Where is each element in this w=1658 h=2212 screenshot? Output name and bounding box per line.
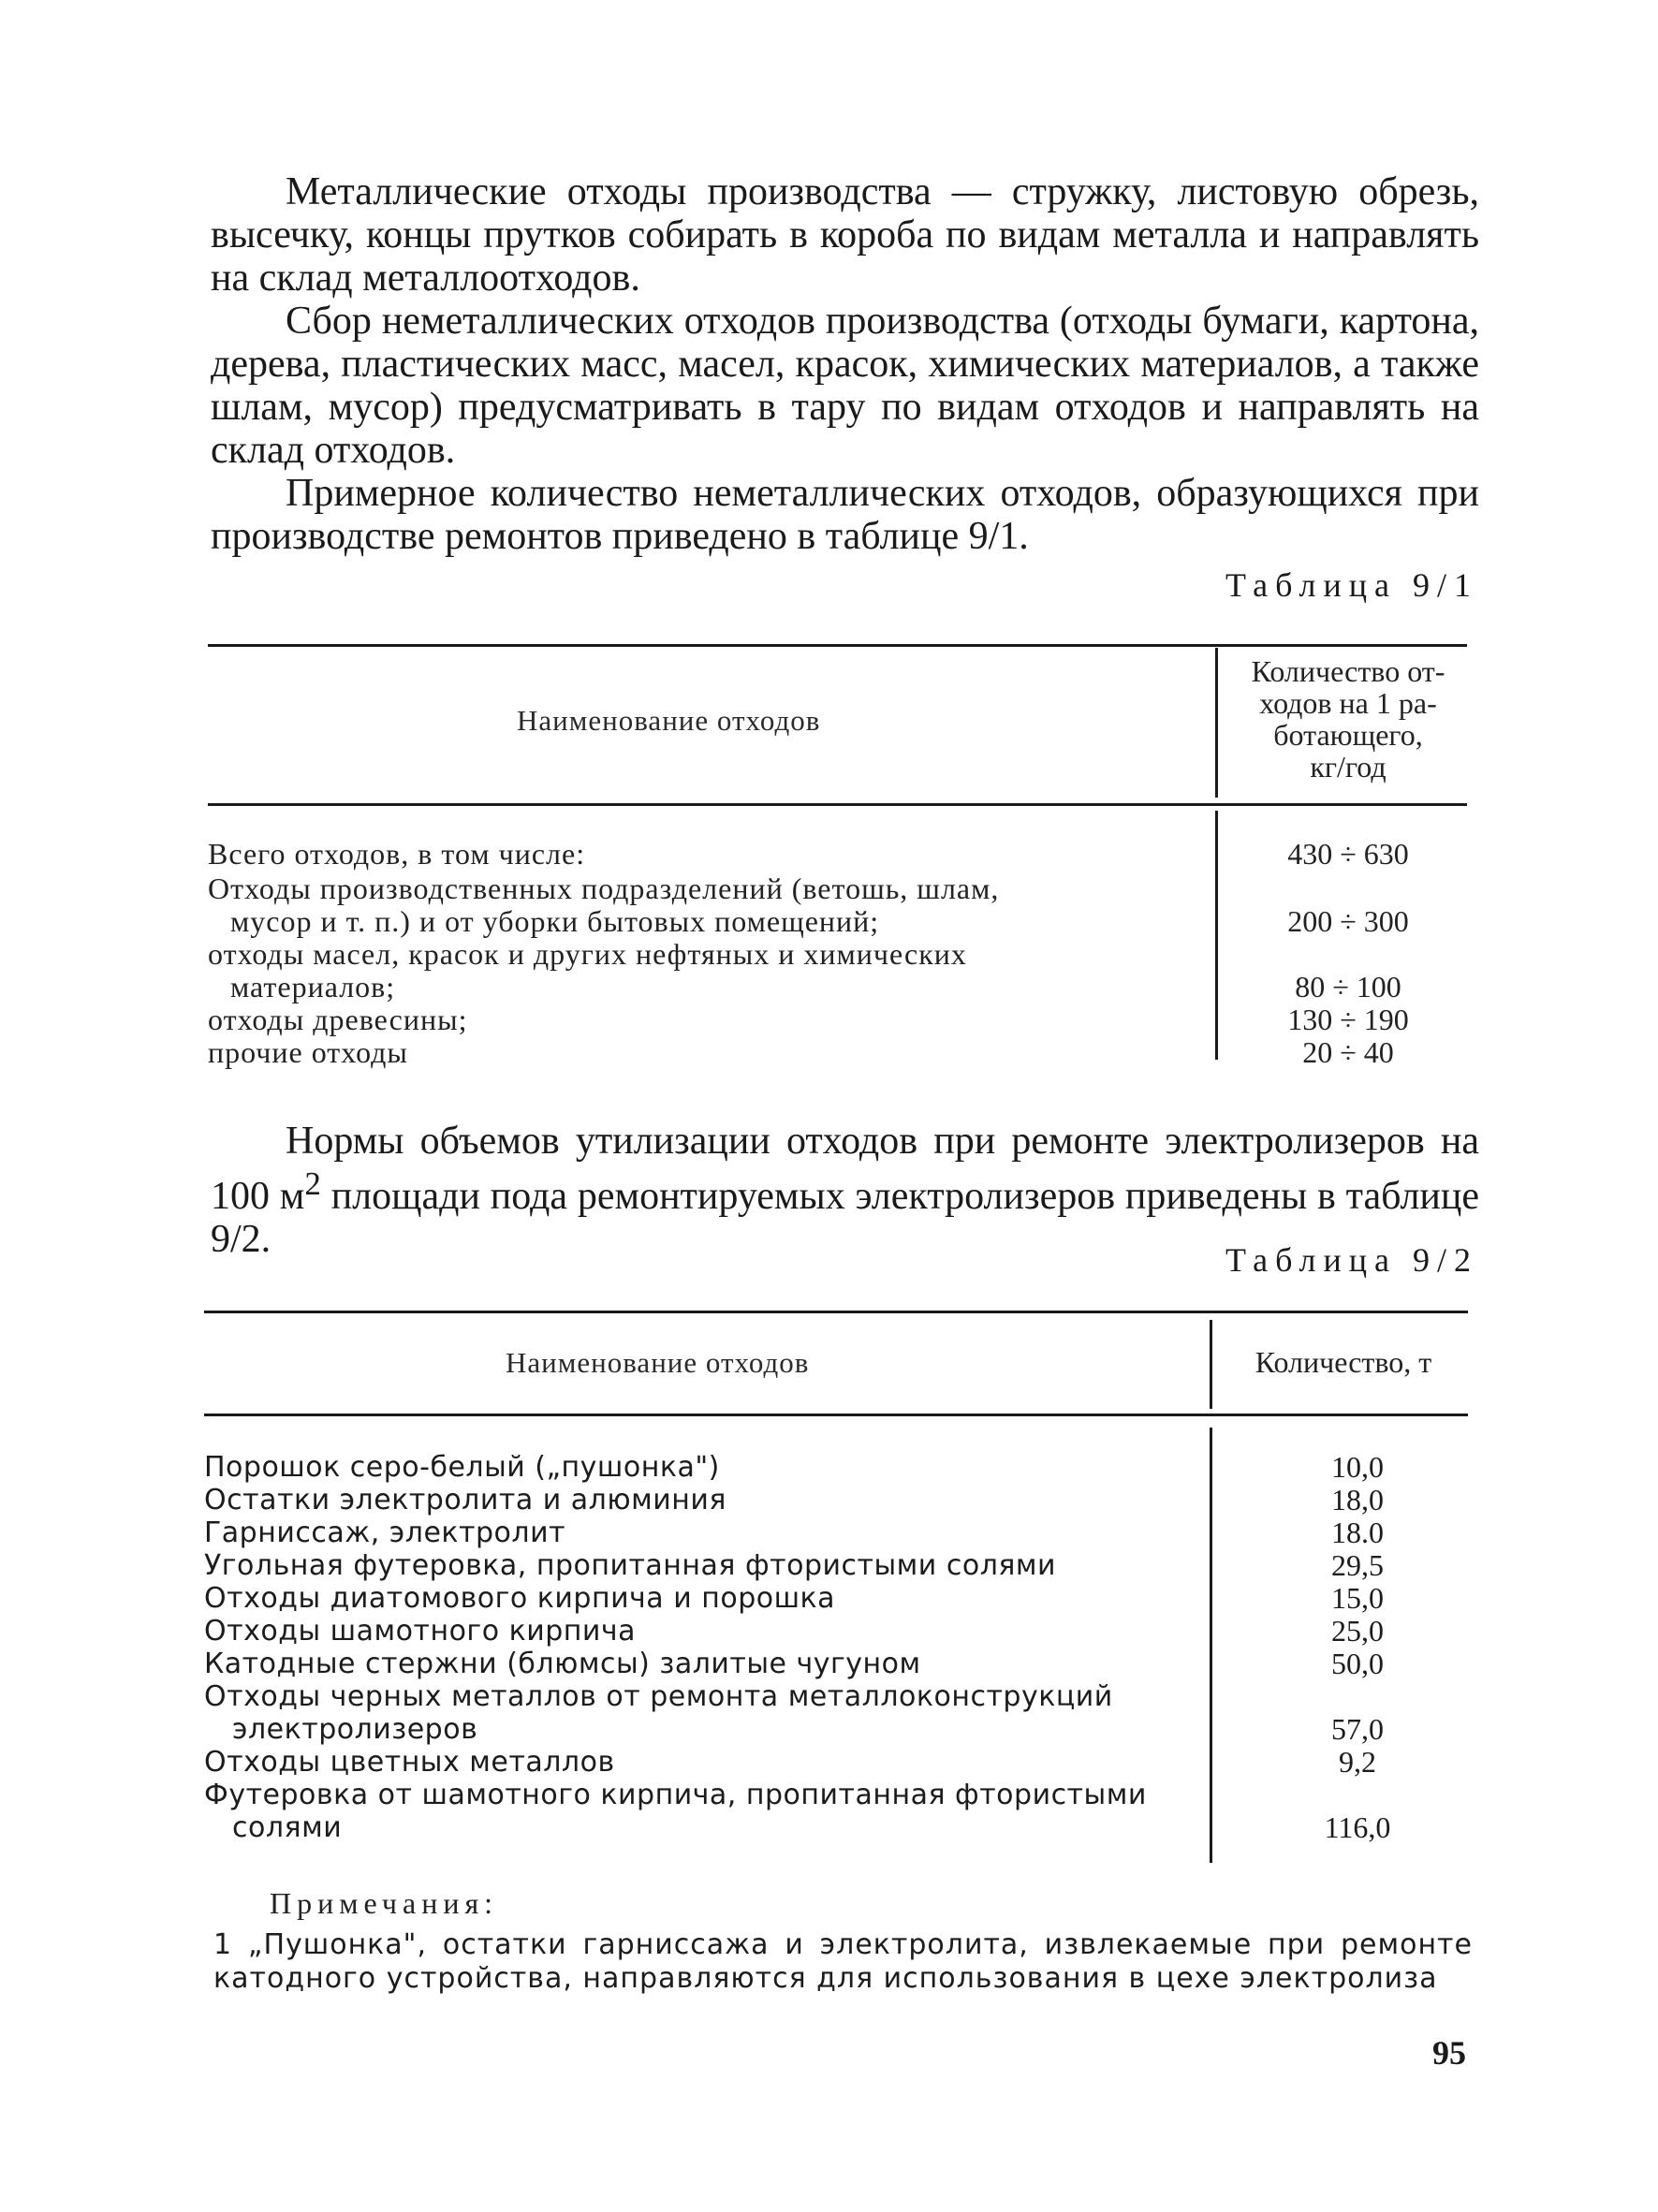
- table2-caption: Таблица 9/2: [1225, 1241, 1478, 1279]
- page-number: 95: [1432, 2034, 1466, 2072]
- table-row-label: Отходы шамотного кирпича: [204, 1615, 636, 1648]
- table1-caption: Таблица 9/1: [1225, 566, 1478, 604]
- table1-header-rule: [208, 803, 1467, 806]
- table-row-value: 18.0: [1331, 1516, 1384, 1549]
- table-row-label: Порошок серо-белый („пушонка"): [204, 1451, 720, 1484]
- table2-header-qty: Количество, т: [1255, 1345, 1432, 1379]
- table-row-value: 57,0: [1331, 1712, 1384, 1746]
- table-row-label-cont: солями: [232, 1811, 343, 1844]
- table-row-value: 116,0: [1324, 1810, 1391, 1844]
- table-row-value: 9,2: [1339, 1745, 1376, 1779]
- paragraph-nonmetal-waste: Сбор неметаллических отходов производства (отходы бумаги, картона, дерева, пластических масс, масел, красок, химических материалов, а также шлам, мусор) предусматривать в тару по видам отходов и направлять на склад отходов.: [211, 300, 1479, 472]
- table2-header-divider: [1210, 1320, 1212, 1409]
- notes-title: Примечания:: [270, 1886, 499, 1920]
- table2-header-rule: [204, 1414, 1468, 1416]
- table-row-value: 50,0: [1331, 1647, 1384, 1680]
- table-row-label: Футеровка от шамотного кирпича, пропитанная фтористыми: [204, 1779, 1147, 1811]
- table-row-value: 80 ÷ 100: [1295, 970, 1401, 1003]
- table1-header-name: Наименование отходов: [517, 704, 821, 737]
- table-row-label-cont: материалов;: [230, 970, 396, 1003]
- paragraph-table1-intro: Примерное количество неметаллических отходов, образующихся при производстве ремонтов приведено в таблице 9/1.: [211, 472, 1479, 558]
- table-row-value: 200 ÷ 300: [1287, 904, 1409, 938]
- table-row-value: 20 ÷ 40: [1302, 1035, 1394, 1069]
- paragraph-table2-intro: Нормы объемов утилизации отходов при ремонте электролизеров на 100 $м^2$ площади пода ремонтируемых электролизеров приведены в таблице 9/2.: [211, 1120, 1480, 1261]
- table1-top-rule: [208, 644, 1467, 647]
- table-row-label: Катодные стержни (блюмсы) залитые чугуном: [204, 1648, 921, 1680]
- table-row-label: отходы древесины;: [208, 1003, 468, 1036]
- table-row-label: Гарниссаж, электролит: [204, 1516, 566, 1549]
- table-row-label: Отходы диатомового кирпича и порошка: [204, 1582, 836, 1615]
- table-row-label: Отходы черных металлов от ремонта металлоконструкций: [204, 1680, 1113, 1713]
- table-row-label: Отходы производственных подразделений (ветошь, шлам,: [208, 872, 1000, 905]
- table-row-label: прочие отходы: [208, 1035, 408, 1069]
- table-row-value: 25,0: [1331, 1614, 1384, 1648]
- table1-body-divider: [1215, 811, 1218, 1060]
- table-row-value: 430 ÷ 630: [1287, 837, 1409, 871]
- table-row-value: 130 ÷ 190: [1287, 1003, 1409, 1036]
- note-item: 1 „Пушонка", остатки гарниссажа и электролита, извлекаемые при ремонте катодного устройства, направляются для использования в цехе электролиза: [213, 1928, 1473, 1995]
- table-row-value: 15,0: [1331, 1581, 1384, 1615]
- table2-header-name: Наименование отходов: [506, 1346, 810, 1379]
- table2-top-rule: [204, 1311, 1468, 1313]
- table1-header-qty: Количество от- ходов на 1 ра- ботающего, кг/год: [1251, 654, 1445, 784]
- table-row-value: 29,5: [1331, 1548, 1384, 1582]
- table-row-value: 10,0: [1331, 1450, 1384, 1484]
- table-row-label: Угольная футеровка, пропитанная фтористыми солями: [204, 1549, 1057, 1582]
- table1-header-divider: [1215, 648, 1218, 798]
- table-row-value: 18,0: [1331, 1483, 1384, 1516]
- table-row-label: Отходы цветных металлов: [204, 1746, 615, 1779]
- table-row-label-cont: мусор и т. п.) и от уборки бытовых помещений;: [230, 904, 880, 938]
- paragraph-metal-waste: Металлические отходы производства — стружку, листовую обрезь, высечку, концы прутков собирать в короба по видам металла и направлять на склад металлоотходов.: [211, 170, 1479, 300]
- table-row-label: Всего отходов, в том числе:: [208, 837, 586, 871]
- table-row-label: отходы масел, красок и других нефтяных и химических: [208, 937, 967, 971]
- table-row-label: Остатки электролита и алюминия: [204, 1484, 726, 1516]
- table-row-label-cont: электролизеров: [232, 1713, 478, 1746]
